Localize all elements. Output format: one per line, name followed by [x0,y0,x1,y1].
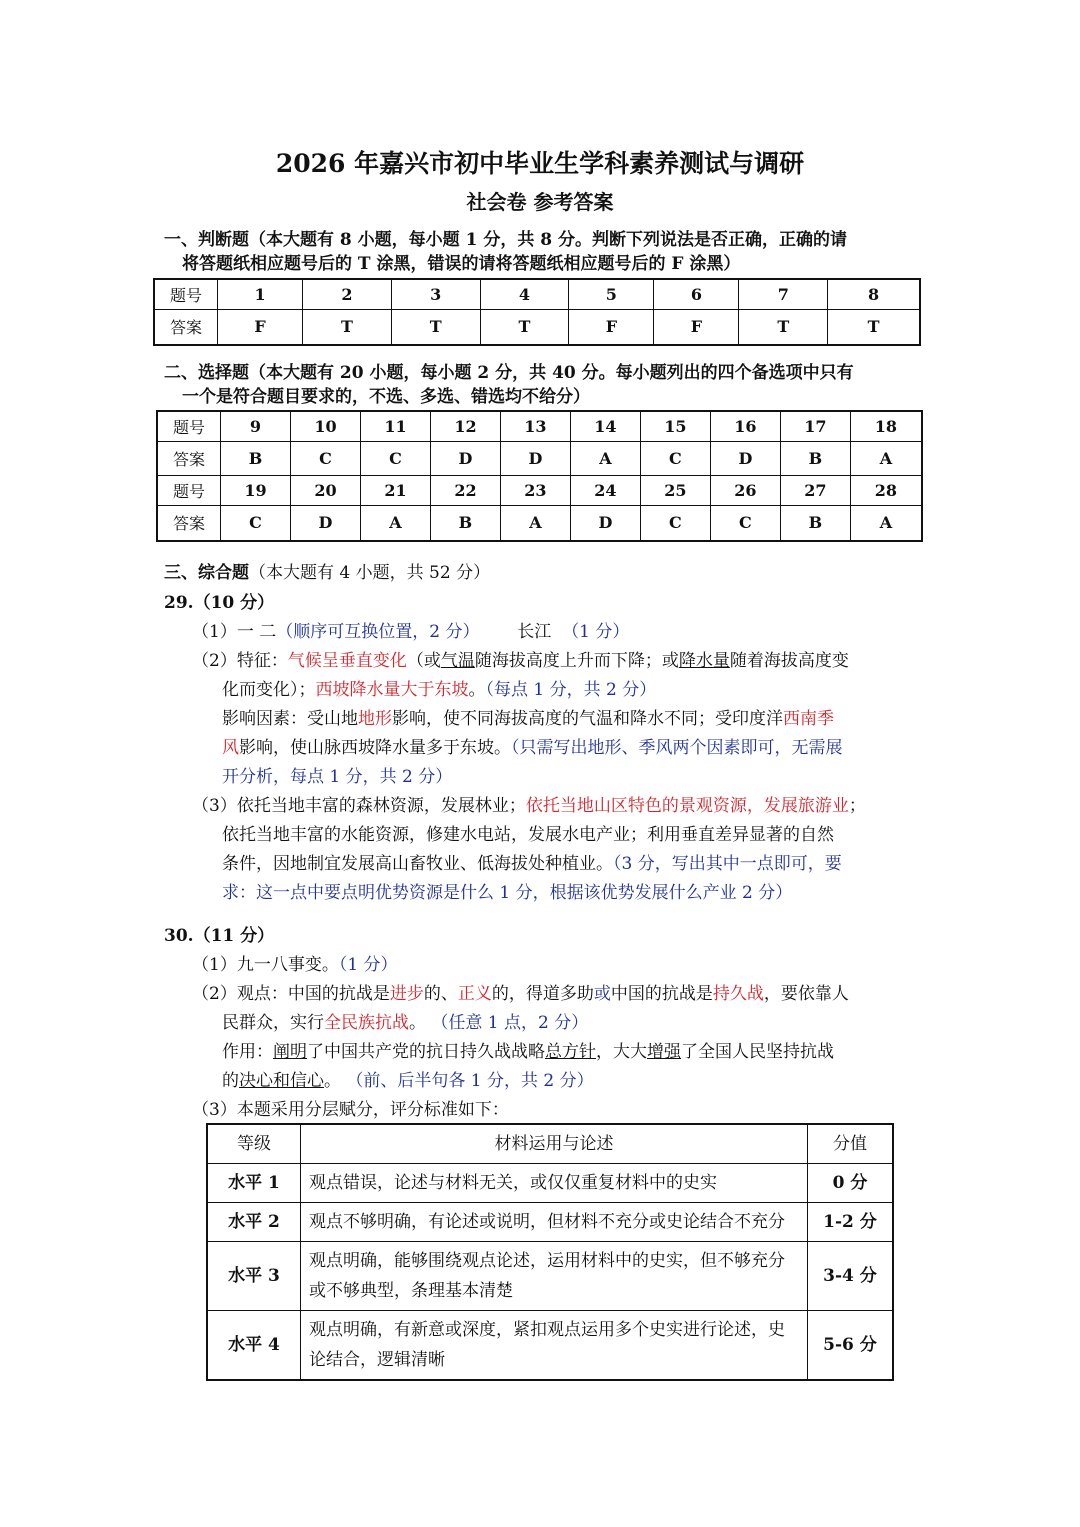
table-cell: 5 [569,279,654,309]
table-cell: 3 [391,279,480,309]
table-cell: 9 [221,411,291,441]
table-cell: 1-2 分 [808,1203,894,1242]
table-cell: 水平 1 [207,1164,301,1203]
table-cell: T [480,309,569,345]
table-cell: 22 [430,475,500,505]
table-cell: T [828,309,920,345]
table-cell: 7 [739,279,828,309]
table-cell: T [391,309,480,345]
table-cell: 水平 3 [207,1242,301,1311]
table-row [157,441,922,475]
table-cell: A [850,441,922,475]
table-cell: D [430,441,500,475]
table-cell: C [290,441,360,475]
page-subtitle: 社会卷 参考答案 [466,190,614,214]
table-cell: B [780,505,850,541]
row-label: 答案 [154,309,218,345]
table-cell: T [303,309,392,345]
q29-factors: 影响因素：受山地地形影响，使不同海拔高度的气温和降水不同；受印度洋西南季 [222,709,834,729]
table-cell: 10 [290,411,360,441]
page-title: 2026 年嘉兴市初中毕业生学科素养测试与调研 [275,149,805,178]
table-header: 分值 [808,1124,894,1164]
row-label: 题号 [157,475,221,505]
q30-part1: （1）九一八事变。（1 分） [192,955,398,975]
table-cell: 20 [290,475,360,505]
table-cell: 观点明确，有新意或深度，紧扣观点运用多个史实进行论述，史论结合，逻辑清晰 [301,1311,808,1381]
table-cell: C [360,441,430,475]
table-row [207,1164,893,1203]
table-cell: 27 [780,475,850,505]
section1-heading: 一、判断题（本大题有 8 小题，每小题 1 分，共 8 分。判断下列说法是否正确，正确的请 将答题纸相应题号后的 T 涂黑，错误的请将答题纸相应题号后的 F 涂黑） [164,230,847,274]
q29-part3: （3）依托当地丰富的森林资源，发展林业；依托当地山区特色的景观资源，发展旅游业； [192,796,866,816]
table-row [207,1203,893,1242]
table-row [154,309,920,345]
table-cell: B [221,441,291,475]
table-cell: D [500,441,570,475]
table-cell: 观点明确，能够围绕观点论述，运用材料中的史实，但不够充分或不够典型，条理基本清楚 [301,1242,808,1311]
table-cell: 水平 4 [207,1311,301,1381]
table-cell: 16 [710,411,780,441]
section1-table [153,278,921,346]
table-cell: D [710,441,780,475]
table-cell: 6 [654,279,739,309]
table-cell: 12 [430,411,500,441]
table-cell: 水平 2 [207,1203,301,1242]
q30-block: 30.（11 分） （1）九一八事变。（1 分） （2）观点：中国的抗战是进步的、正义的，得道多助或中国的抗战是持久战，要依靠人 民群众，实行全民族抗战。 （任意 1 点，2 分） 作用：阐明了中国共产党的抗日持久战战略总方针，大大增强了全国人民坚持抗战 的决心和信心。 （前、后半句各 1 分，共 2 分） （3）本题采用分层赋分，评分标准如下： [164,922,924,1125]
table-row [157,411,922,441]
table-cell: A [850,505,922,541]
table-cell: 5-6 分 [808,1311,894,1381]
table-cell: C [640,441,710,475]
q29-block: 29.（10 分） （1）一 二（顺序可互换位置，2 分） 长江 （1 分） （2）特征：气候呈垂直变化（或气温随海拔高度上升而下降；或降水量随着海拔高度变 化而变化）；西坡降水量大于东坡。（每点 1 分，共 2 分） 影响因素：受山地地形影响，使不同海拔高度的气温和降水不同；受印度洋西南季 风影响，使山脉西坡降水量多于东坡。（只需写出地形、季风两个因素即可，无需展 开分析，每点 1 分，共 2 分） （3）依托当地丰富的森林资源，发展林业；依托当地山区特色的景观资源，发展旅游业； 依托当地丰富的水能资源，修建水电站，发展水电产业；利用垂直差异显著的自然 条件，因地制宜发展高山畜牧业、低海拔处种植业。（3 分，写出其中一点即可，要 求：这一点中要点明优势资源是什么 1 分，根据该优势发展什么产业 2 分） [164,589,924,908]
table-cell: 23 [500,475,570,505]
table-cell: 0 分 [808,1164,894,1203]
table-row [207,1311,893,1381]
table-cell: 15 [640,411,710,441]
table-row [157,505,922,541]
q29-head: 29.（10 分） [164,593,275,613]
section2-heading: 二、选择题（本大题有 20 小题，每小题 2 分，共 40 分。每小题列出的四个备选项中只有 一个是符合题目要求的，不选、多选、错选均不给分） [164,363,854,407]
table-cell: 25 [640,475,710,505]
table-cell: 11 [360,411,430,441]
table-cell: F [569,309,654,345]
q30-part3: （3）本题采用分层赋分，评分标准如下： [192,1100,509,1120]
table-cell: C [221,505,291,541]
table-cell: 观点错误，论述与材料无关，或仅仅重复材料中的史实 [301,1164,808,1203]
table-cell: D [570,505,640,541]
table-cell: C [640,505,710,541]
table-cell: B [780,441,850,475]
table-cell: 14 [570,411,640,441]
table-cell: A [570,441,640,475]
table-row [157,475,922,505]
table-cell: 2 [303,279,392,309]
table-cell: A [500,505,570,541]
table-cell: 13 [500,411,570,441]
q30-effect: 作用：阐明了中国共产党的抗日持久战战略总方针，大大增强了全国人民坚持抗战 [222,1042,834,1062]
table-cell: T [739,309,828,345]
row-label: 题号 [157,411,221,441]
table-header: 等级 [207,1124,301,1164]
table-cell: 26 [710,475,780,505]
table-cell: 观点不够明确，有论述或说明，但材料不充分或史论结合不充分 [301,1203,808,1242]
table-cell: A [360,505,430,541]
table-cell: 18 [850,411,922,441]
q29-part2: （2）特征：气候呈垂直变化（或气温随海拔高度上升而下降；或降水量随着海拔高度变 [192,651,849,671]
table-cell: F [218,309,303,345]
table-cell: C [710,505,780,541]
table-cell: 17 [780,411,850,441]
table-cell: 4 [480,279,569,309]
q29-part1: （1）一 二（顺序可互换位置，2 分） 长江 （1 分） [192,622,630,642]
q30-part2: （2）观点：中国的抗战是进步的、正义的，得道多助或中国的抗战是持久战，要依靠人 [192,984,849,1004]
q30-head: 30.（11 分） [164,926,275,946]
table-cell: 8 [828,279,920,309]
table-cell: 21 [360,475,430,505]
row-label: 题号 [154,279,218,309]
table-cell: D [290,505,360,541]
row-label: 答案 [157,505,221,541]
section2-table [156,410,923,542]
table-cell: 3-4 分 [808,1242,894,1311]
table-cell: 28 [850,475,922,505]
table-cell: 19 [221,475,291,505]
table-cell: 1 [218,279,303,309]
table-header: 材料运用与论述 [301,1124,808,1164]
table-row [207,1124,893,1164]
grading-table [206,1123,894,1381]
table-cell: F [654,309,739,345]
row-label: 答案 [157,441,221,475]
table-row [154,279,920,309]
table-cell: B [430,505,500,541]
section3-heading: 三、综合题（本大题有 4 小题，共 52 分） [164,563,491,583]
table-row [207,1242,893,1311]
table-cell: 24 [570,475,640,505]
